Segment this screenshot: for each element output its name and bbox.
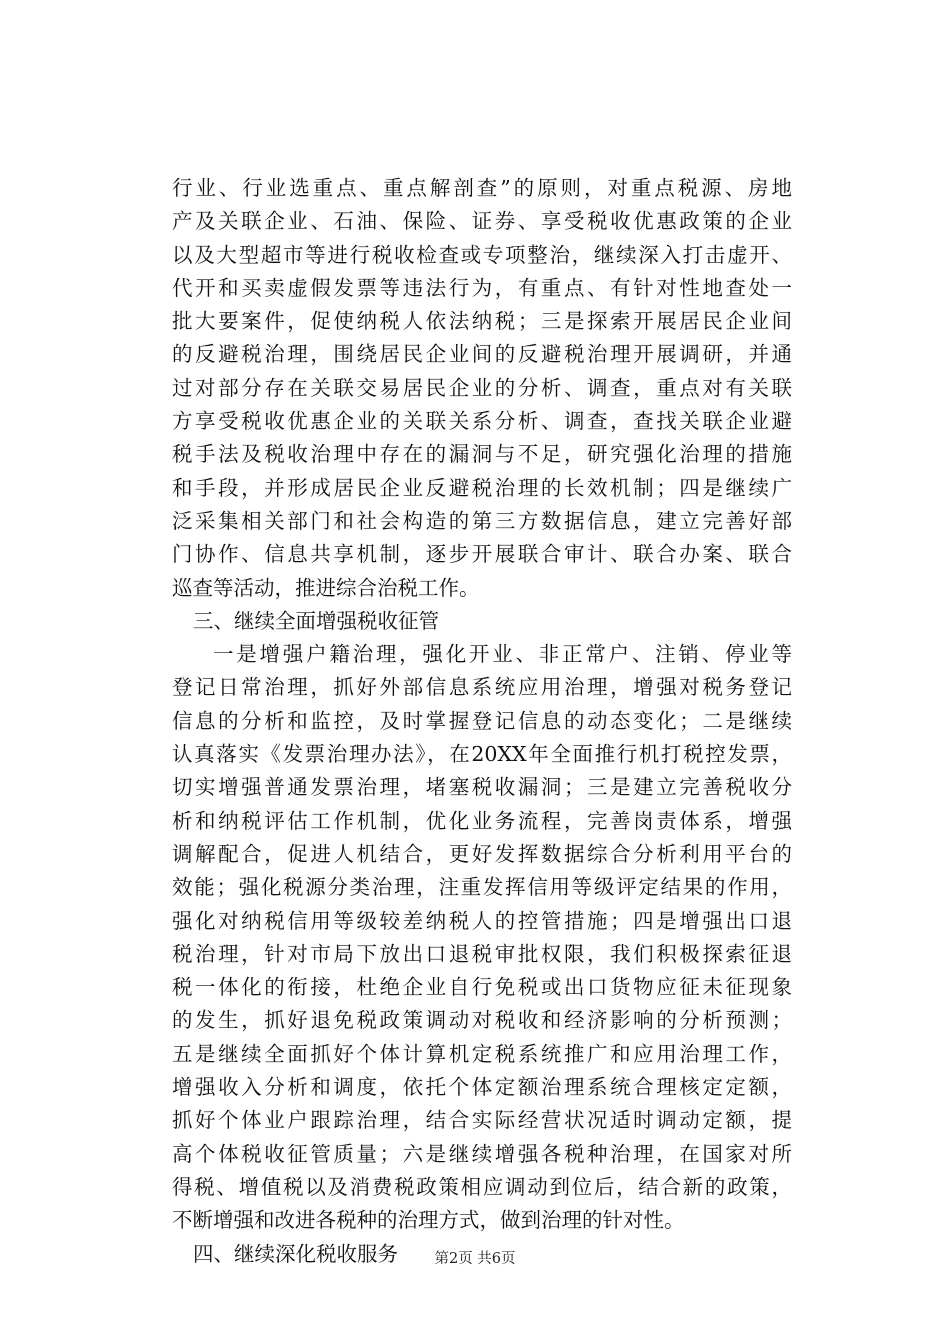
- paragraph-line: 不断增强和改进各税种的治理方式，做到治理的针对性。: [172, 1208, 685, 1233]
- paragraph-line: 得税、增值税以及消费税政策相应调动到位后，结合新的政策，: [172, 1174, 792, 1199]
- paragraph-line: 调解配合，促进人机结合，更好发挥数据综合分析利用平台的: [172, 841, 792, 866]
- paragraph-line: 切实增强普通发票治理，堵塞税收漏洞；三是建立完善税收分: [172, 775, 792, 800]
- paragraph-line: 以及大型超市等进行税收检查或专项整治，继续深入打击虚开、: [172, 242, 792, 267]
- section-heading: 三、继续全面增强税收征管: [193, 608, 439, 633]
- paragraph-line: 过对部分存在关联交易居民企业的分析、调查，重点对有关联: [172, 375, 792, 400]
- paragraph-line: 强化对纳税信用等级较差纳税人的控管措施；四是增强出口退: [172, 908, 792, 933]
- paragraph-line: 的反避税治理，围绕居民企业间的反避税治理开展调研，并通: [172, 342, 792, 367]
- paragraph-line: 产及关联企业、石油、保险、证券、享受税收优惠政策的企业: [172, 209, 792, 234]
- paragraph-line: 五是继续全面抓好个体计算机定税系统推广和应用治理工作，: [172, 1041, 792, 1066]
- paragraph-line: 析和纳税评估工作机制，优化业务流程，完善岗责体系，增强: [172, 808, 792, 833]
- section-heading: 四、继续深化税收服务: [193, 1241, 398, 1266]
- page-number-label: 第2页 共6页: [434, 1251, 516, 1267]
- paragraph-line: 一是增强户籍治理，强化开业、非正常户、注销、停业等: [213, 642, 792, 667]
- page-footer: [0, 1249, 950, 1269]
- paragraph-line: 登记日常治理，抓好外部信息系统应用治理，增强对税务登记: [172, 675, 792, 700]
- paragraph-line: 巡查等活动，推进综合治税工作。: [172, 575, 480, 600]
- paragraph-line: 税手法及税收治理中存在的漏洞与不足，研究强化治理的措施: [172, 442, 792, 467]
- paragraph-line: 抓好个体业户跟踪治理，结合实际经营状况适时调动定额，提: [172, 1108, 792, 1133]
- paragraph-line: 泛采集相关部门和社会构造的第三方数据信息，建立完善好部: [172, 508, 792, 533]
- paragraph-line: 方享受税收优惠企业的关联关系分析、调查，查找关联企业避: [172, 409, 792, 434]
- paragraph-line: 高个体税收征管质量；六是继续增强各税种治理，在国家对所: [172, 1141, 792, 1166]
- paragraph-line: 代开和买卖虚假发票等违法行为，有重点、有针对性地查处一: [172, 275, 792, 300]
- paragraph-line: 批大要案件，促使纳税人依法纳税；三是探索开展居民企业间: [172, 309, 792, 334]
- document-body: [172, 172, 792, 1271]
- paragraph-line: 行业、行业选重点、重点解剖查”的原则，对重点税源、房地: [172, 176, 792, 200]
- paragraph-line: 的发生，抓好退免税政策调动对税收和经济影响的分析预测；: [172, 1008, 792, 1033]
- paragraph-line: 税治理，针对市局下放出口退税审批权限，我们积极探索征退: [172, 941, 792, 966]
- paragraph-line: 效能；强化税源分类治理，注重发挥信用等级评定结果的作用，: [172, 875, 792, 900]
- paragraph-line: 税一体化的衔接，杜绝企业自行免税或出口货物应征未征现象: [172, 975, 792, 1000]
- paragraph-line: 增强收入分析和调度，依托个体定额治理系统合理核定定额，: [172, 1075, 792, 1100]
- paragraph-line: 信息的分析和监控，及时掌握登记信息的动态变化；二是继续: [172, 708, 792, 733]
- paragraph-line: 认真落实《发票治理办法》，在20XX年全面推行机打税控发票，: [172, 742, 792, 767]
- paragraph-line: 和手段，并形成居民企业反避税治理的长效机制；四是继续广: [172, 475, 792, 500]
- paragraph-line: 门协作、信息共享机制，逐步开展联合审计、联合办案、联合: [172, 542, 792, 567]
